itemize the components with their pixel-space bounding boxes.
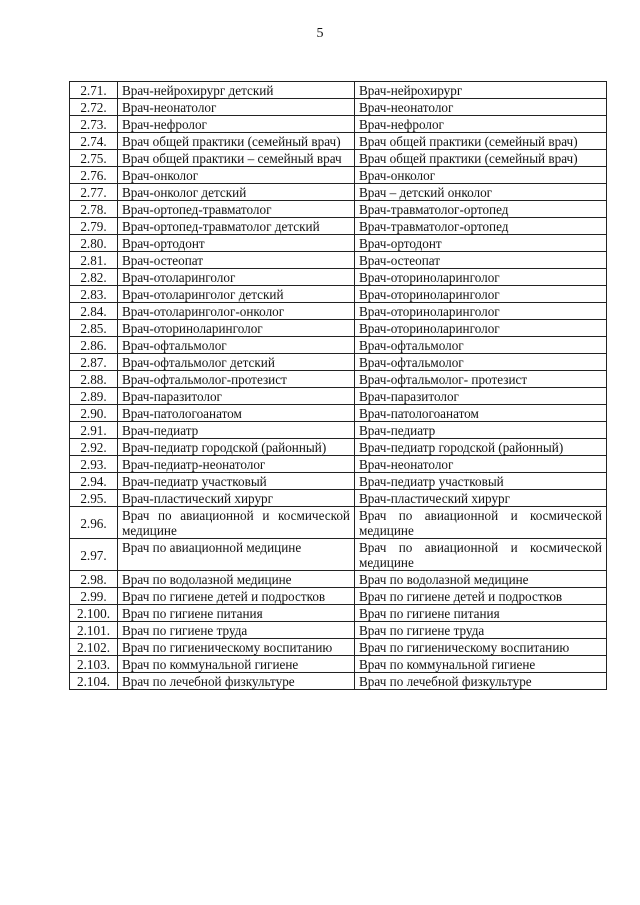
- table-row: [70, 201, 607, 218]
- specialty-name-cell: Врач-онколог: [118, 167, 355, 184]
- row-number-cell: 2.77.: [70, 184, 118, 201]
- table-row: [70, 588, 607, 605]
- row-number-cell: 2.88.: [70, 371, 118, 388]
- row-number-cell: 2.92.: [70, 439, 118, 456]
- former-specialty-cell: Врач-остеопат: [355, 252, 607, 269]
- specialty-name-cell: Врач-офтальмолог: [118, 337, 355, 354]
- table-row: [70, 571, 607, 588]
- table-row: [70, 656, 607, 673]
- table-row: [70, 673, 607, 690]
- former-specialty-cell: Врач общей практики (семейный врач): [355, 150, 607, 167]
- row-number-cell: 2.72.: [70, 99, 118, 116]
- specialty-name-cell: Врач общей практики (семейный врач): [118, 133, 355, 150]
- row-number-cell: 2.94.: [70, 473, 118, 490]
- row-number-cell: 2.104.: [70, 673, 118, 690]
- former-specialty-cell: Врач-педиатр: [355, 422, 607, 439]
- row-number-cell: 2.93.: [70, 456, 118, 473]
- table-row: [70, 473, 607, 490]
- table-row: [70, 167, 607, 184]
- specialty-name-cell: Врач-нейрохирург детский: [118, 82, 355, 99]
- former-specialty-cell: Врач-ортодонт: [355, 235, 607, 252]
- row-number-cell: 2.97.: [70, 539, 118, 571]
- row-number-cell: 2.95.: [70, 490, 118, 507]
- table-row: [70, 422, 607, 439]
- specialty-name-cell: Врач-педиатр участковый: [118, 473, 355, 490]
- specialty-name-cell: Врач-отоларинголог-онколог: [118, 303, 355, 320]
- table-row: [70, 490, 607, 507]
- former-specialty-cell: Врач по гигиене труда: [355, 622, 607, 639]
- former-specialty-cell: Врач по лечебной физкультуре: [355, 673, 607, 690]
- row-number-cell: 2.98.: [70, 571, 118, 588]
- specialty-name-cell: Врач-неонатолог: [118, 99, 355, 116]
- specialty-name-cell: Врач по гигиене питания: [118, 605, 355, 622]
- former-specialty-cell: Врач по авиационной и космической медицине: [355, 507, 607, 539]
- table-row: [70, 252, 607, 269]
- former-specialty-cell: Врач-офтальмолог: [355, 354, 607, 371]
- table-row: [70, 218, 607, 235]
- row-number-cell: 2.71.: [70, 82, 118, 99]
- specialty-name-cell: Врач-патологоанатом: [118, 405, 355, 422]
- former-specialty-cell: Врач-нефролог: [355, 116, 607, 133]
- former-specialty-cell: Врач-педиатр участковый: [355, 473, 607, 490]
- table-row: [70, 456, 607, 473]
- specialty-name-cell: Врач-нефролог: [118, 116, 355, 133]
- former-specialty-cell: Врач-онколог: [355, 167, 607, 184]
- table-row: [70, 286, 607, 303]
- table-row: [70, 507, 607, 539]
- specialty-name-cell: Врач общей практики – семейный врач: [118, 150, 355, 167]
- row-number-cell: 2.103.: [70, 656, 118, 673]
- table-row: [70, 371, 607, 388]
- specialty-name-cell: Врач по коммунальной гигиене: [118, 656, 355, 673]
- former-specialty-cell: Врач по авиационной и космической медицине: [355, 539, 607, 571]
- row-number-cell: 2.96.: [70, 507, 118, 539]
- row-number-cell: 2.76.: [70, 167, 118, 184]
- specialty-name-cell: Врач по авиационной и космической медицине: [118, 507, 355, 539]
- row-number-cell: 2.75.: [70, 150, 118, 167]
- former-specialty-cell: Врач-травматолог-ортопед: [355, 218, 607, 235]
- row-number-cell: 2.87.: [70, 354, 118, 371]
- table-row: [70, 82, 607, 99]
- table-row: [70, 116, 607, 133]
- table-row: [70, 354, 607, 371]
- former-specialty-cell: Врач – детский онколог: [355, 184, 607, 201]
- former-specialty-cell: Врач-неонатолог: [355, 99, 607, 116]
- specialty-name-cell: Врач-педиатр: [118, 422, 355, 439]
- table-row: [70, 303, 607, 320]
- former-specialty-cell: Врач-оториноларинголог: [355, 303, 607, 320]
- row-number-cell: 2.81.: [70, 252, 118, 269]
- former-specialty-cell: Врач-неонатолог: [355, 456, 607, 473]
- specialty-name-cell: Врач-ортодонт: [118, 235, 355, 252]
- former-specialty-cell: Врач-офтальмолог: [355, 337, 607, 354]
- row-number-cell: 2.85.: [70, 320, 118, 337]
- former-specialty-cell: Врач-паразитолог: [355, 388, 607, 405]
- specialty-name-cell: Врач по лечебной физкультуре: [118, 673, 355, 690]
- former-specialty-cell: Врач общей практики (семейный врач): [355, 133, 607, 150]
- former-specialty-cell: Врач по гигиене питания: [355, 605, 607, 622]
- specialty-name-cell: Врач-онколог детский: [118, 184, 355, 201]
- row-number-cell: 2.80.: [70, 235, 118, 252]
- row-number-cell: 2.99.: [70, 588, 118, 605]
- specialty-name-cell: Врач-офтальмолог-протезист: [118, 371, 355, 388]
- former-specialty-cell: Врач-оториноларинголог: [355, 320, 607, 337]
- row-number-cell: 2.102.: [70, 639, 118, 656]
- former-specialty-cell: Врач по гигиеническому воспитанию: [355, 639, 607, 656]
- row-number-cell: 2.73.: [70, 116, 118, 133]
- row-number-cell: 2.79.: [70, 218, 118, 235]
- table-row: [70, 405, 607, 422]
- table-row: [70, 539, 607, 571]
- row-number-cell: 2.101.: [70, 622, 118, 639]
- former-specialty-cell: Врач-патологоанатом: [355, 405, 607, 422]
- former-specialty-cell: Врач-педиатр городской (районный): [355, 439, 607, 456]
- former-specialty-cell: Врач по коммунальной гигиене: [355, 656, 607, 673]
- row-number-cell: 2.86.: [70, 337, 118, 354]
- specialty-name-cell: Врач-остеопат: [118, 252, 355, 269]
- specialty-name-cell: Врач-ортопед-травматолог: [118, 201, 355, 218]
- specialty-name-cell: Врач по водолазной медицине: [118, 571, 355, 588]
- row-number-cell: 2.100.: [70, 605, 118, 622]
- row-number-cell: 2.84.: [70, 303, 118, 320]
- table-row: [70, 337, 607, 354]
- specialty-name-cell: Врач по гигиене труда: [118, 622, 355, 639]
- specialty-name-cell: Врач по гигиене детей и подростков: [118, 588, 355, 605]
- specialty-name-cell: Врач по гигиеническому воспитанию: [118, 639, 355, 656]
- table-row: [70, 639, 607, 656]
- table-row: [70, 235, 607, 252]
- table-row: [70, 622, 607, 639]
- former-specialty-cell: Врач по гигиене детей и подростков: [355, 588, 607, 605]
- table-row: [70, 184, 607, 201]
- former-specialty-cell: Врач-травматолог-ортопед: [355, 201, 607, 218]
- table-row: [70, 439, 607, 456]
- table-row: [70, 388, 607, 405]
- row-number-cell: 2.83.: [70, 286, 118, 303]
- row-number-cell: 2.90.: [70, 405, 118, 422]
- former-specialty-cell: Врач-нейрохирург: [355, 82, 607, 99]
- specialty-name-cell: Врач-педиатр городской (районный): [118, 439, 355, 456]
- former-specialty-cell: Врач по водолазной медицине: [355, 571, 607, 588]
- table-row: [70, 150, 607, 167]
- table-row: [70, 99, 607, 116]
- row-number-cell: 2.74.: [70, 133, 118, 150]
- specialty-name-cell: Врач-офтальмолог детский: [118, 354, 355, 371]
- table-row: [70, 269, 607, 286]
- specialty-name-cell: Врач-отоларинголог: [118, 269, 355, 286]
- table-row: [70, 605, 607, 622]
- specialty-name-cell: Врач-паразитолог: [118, 388, 355, 405]
- row-number-cell: 2.82.: [70, 269, 118, 286]
- specialty-name-cell: Врач-педиатр-неонатолог: [118, 456, 355, 473]
- row-number-cell: 2.78.: [70, 201, 118, 218]
- table-body: [70, 82, 607, 690]
- specialty-name-cell: Врач-оториноларинголог: [118, 320, 355, 337]
- table-row: [70, 320, 607, 337]
- specialties-table: [69, 81, 607, 690]
- row-number-cell: 2.89.: [70, 388, 118, 405]
- specialty-name-cell: Врач-отоларинголог детский: [118, 286, 355, 303]
- former-specialty-cell: Врач-пластический хирург: [355, 490, 607, 507]
- former-specialty-cell: Врач-офтальмолог- протезист: [355, 371, 607, 388]
- former-specialty-cell: Врач-оториноларинголог: [355, 269, 607, 286]
- specialty-name-cell: Врач-ортопед-травматолог детский: [118, 218, 355, 235]
- specialty-name-cell: Врач по авиационной медицине: [118, 539, 355, 571]
- specialty-name-cell: Врач-пластический хирург: [118, 490, 355, 507]
- row-number-cell: 2.91.: [70, 422, 118, 439]
- former-specialty-cell: Врач-оториноларинголог: [355, 286, 607, 303]
- table-row: [70, 133, 607, 150]
- page-number: 5: [316, 26, 324, 41]
